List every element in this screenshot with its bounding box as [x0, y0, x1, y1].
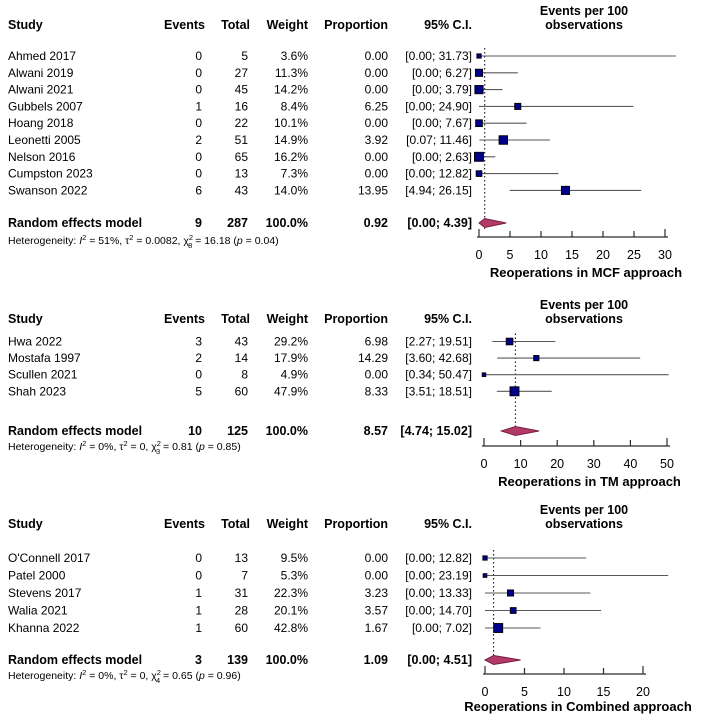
proportion-value: 1.67	[364, 621, 388, 635]
events-value: 1	[195, 621, 202, 635]
total-value: 27	[234, 65, 248, 80]
effect-square	[494, 624, 503, 633]
study-label: Cumpston 2023	[8, 166, 93, 181]
ci-value: [0.07; 11.46]	[406, 133, 472, 147]
total-value: 65	[234, 149, 248, 164]
effect-square	[510, 387, 519, 396]
study-label: Stevens 2017	[8, 586, 82, 600]
x-tick-label: 50	[660, 457, 674, 471]
weight-value: 22.3%	[273, 586, 308, 600]
study-label: Hwa 2022	[8, 334, 63, 349]
summary-proportion: 0.92	[363, 216, 388, 230]
weight-value: 11.3%	[274, 65, 308, 80]
heterogeneity-text: Heterogeneity: $I^2 = 0\%$, $\tau^2 = 0$, $\chi^2$ 4 = 0.65 (p = 0.96)	[8, 668, 241, 685]
summary-ci: [0.00; 4.39]	[407, 216, 472, 230]
summary-total: 139	[227, 653, 248, 667]
study-label: Patel 2000	[8, 568, 66, 583]
proportion-value: 0.00	[364, 149, 388, 164]
x-tick-label: 5	[521, 685, 528, 699]
summary-weight: 100.0%	[265, 424, 308, 438]
col-header-ci: 95% C.I.	[424, 517, 472, 531]
ci-value: [0.00; 31.73]	[405, 49, 472, 63]
weight-value: 16.2%	[273, 149, 308, 164]
events-value: 1	[195, 586, 202, 600]
study-label: Alwani 2019	[8, 65, 74, 80]
events-value: 0	[195, 568, 202, 583]
study-label: Swanson 2022	[8, 183, 88, 198]
weight-value: 7.3%	[280, 166, 308, 181]
ci-value: [3.51; 18.51]	[405, 384, 472, 399]
proportion-value: 3.23	[364, 586, 388, 600]
summary-weight: 100.0%	[265, 653, 308, 667]
study-label: Nelson 2016	[8, 149, 76, 164]
events-value: 1	[195, 603, 202, 618]
effect-measure-header-line1: Events per 100	[539, 298, 629, 312]
x-tick-label: 40	[623, 457, 638, 471]
x-tick-label: 10	[513, 457, 528, 471]
effect-measure-header-line1: Events per 100	[539, 503, 629, 517]
col-header-proportion: Proportion	[324, 312, 388, 326]
total-value: 45	[234, 82, 248, 97]
x-tick-label: 20	[550, 457, 565, 471]
total-value: 60	[234, 621, 248, 635]
effect-measure-header-line1: Events per 100	[539, 4, 629, 18]
proportion-value: 3.92	[364, 133, 388, 147]
effect-square	[477, 54, 481, 58]
effect-square	[475, 69, 482, 76]
proportion-value: 6.98	[364, 334, 388, 349]
total-value: 14	[234, 351, 248, 366]
summary-proportion: 1.09	[363, 653, 388, 667]
events-value: 0	[195, 367, 202, 382]
events-value: 0	[195, 551, 202, 565]
weight-value: 14.9%	[273, 133, 308, 147]
proportion-value: 13.95	[357, 183, 388, 198]
x-tick-label: 0	[475, 248, 483, 262]
effect-square	[561, 186, 569, 194]
effect-square	[475, 85, 483, 93]
col-header-proportion: Proportion	[324, 18, 388, 32]
total-value: 28	[234, 603, 248, 618]
forest-panel-tm	[0, 293, 702, 490]
heterogeneity-text: Heterogeneity: $I^2 = 51\%$, $\tau^2 = 0.0082$, $\chi^2$ 8 = 16.18 (p = 0.04)	[8, 233, 279, 250]
summary-ci: [0.00; 4.51]	[407, 653, 472, 667]
x-tick-label: 25	[627, 248, 641, 262]
x-tick-label: 0	[480, 457, 488, 471]
proportion-value: 14.29	[357, 351, 388, 366]
col-header-events: Events	[164, 312, 205, 326]
weight-value: 14.2%	[273, 82, 308, 97]
effect-square	[476, 171, 482, 177]
events-value: 0	[195, 116, 202, 131]
x-axis-title: Reoperations in Combined approach	[464, 699, 692, 714]
events-value: 0	[195, 65, 202, 80]
study-label: Gubbels 2007	[8, 99, 83, 114]
events-value: 5	[195, 384, 202, 399]
effect-measure-header-line2: observations	[545, 18, 623, 32]
summary-diamond	[501, 427, 539, 436]
events-value: 0	[195, 166, 202, 181]
x-axis-title: Reoperations in MCF approach	[489, 265, 683, 280]
events-value: 2	[195, 133, 202, 147]
weight-value: 5.3%	[280, 568, 308, 583]
forest-panel-mcf	[0, 0, 702, 293]
summary-ci: [4.74; 15.02]	[400, 424, 472, 438]
ci-value: [0.00; 2.63]	[411, 149, 472, 164]
col-header-events: Events	[164, 517, 205, 531]
total-value: 51	[234, 133, 248, 147]
summary-proportion: 8.57	[363, 424, 388, 438]
events-value: 3	[195, 334, 202, 349]
col-header-study: Study	[8, 18, 43, 32]
col-header-total: Total	[221, 18, 250, 32]
effect-square	[510, 608, 516, 614]
study-label: Shah 2023	[8, 384, 67, 399]
col-header-total: Total	[221, 517, 250, 531]
x-tick-label: 5	[506, 248, 514, 262]
effect-square	[475, 152, 484, 161]
total-value: 13	[234, 551, 248, 565]
ci-value: [0.00; 14.70]	[405, 603, 472, 618]
x-axis-title: Reoperations in TM approach	[498, 474, 681, 489]
x-tick-label: 20	[636, 685, 650, 699]
proportion-value: 6.25	[364, 99, 388, 114]
col-header-weight: Weight	[266, 18, 308, 32]
summary-label: Random effects model	[8, 424, 143, 438]
proportion-value: 0.00	[364, 116, 388, 131]
heterogeneity-text: Heterogeneity: $I^2 = 0\%$, $\tau^2 = 0$, $\chi^2$ 3 = 0.81 (p = 0.85)	[8, 439, 241, 456]
events-value: 0	[195, 149, 202, 164]
study-label: Hoang 2018	[8, 116, 74, 131]
ci-value: [0.00; 23.19]	[405, 568, 472, 583]
events-value: 2	[195, 351, 202, 366]
events-value: 6	[195, 183, 202, 198]
events-value: 1	[195, 99, 202, 114]
weight-value: 47.9%	[273, 384, 308, 399]
summary-label: Random effects model	[8, 216, 143, 230]
proportion-value: 0.00	[364, 568, 388, 583]
total-value: 16	[234, 99, 248, 114]
effect-square	[534, 355, 539, 360]
weight-value: 14.0%	[273, 183, 308, 198]
weight-value: 17.9%	[273, 351, 308, 366]
summary-weight: 100.0%	[265, 216, 308, 230]
x-tick-label: 15	[596, 685, 611, 699]
weight-value: 4.9%	[280, 367, 308, 382]
total-value: 5	[241, 49, 248, 63]
x-tick-label: 10	[557, 685, 571, 699]
weight-value: 9.5%	[280, 551, 308, 565]
effect-square	[499, 136, 508, 145]
col-header-study: Study	[8, 312, 43, 326]
study-label: O'Connell 2017	[8, 551, 91, 565]
col-header-proportion: Proportion	[324, 517, 388, 531]
summary-total: 125	[227, 424, 248, 438]
ci-value: [0.00; 6.27]	[411, 65, 472, 80]
x-tick-label: 10	[534, 248, 548, 262]
summary-events: 9	[195, 216, 202, 230]
effect-square	[483, 574, 487, 578]
total-value: 31	[234, 586, 248, 600]
events-value: 0	[195, 82, 202, 97]
x-tick-label: 15	[565, 248, 579, 262]
total-value: 43	[234, 334, 248, 349]
ci-value: [0.00; 7.67]	[411, 116, 472, 131]
proportion-value: 0.00	[364, 367, 388, 382]
col-header-weight: Weight	[266, 517, 308, 531]
total-value: 22	[234, 116, 248, 131]
col-header-ci: 95% C.I.	[424, 312, 472, 326]
x-tick-label: 0	[481, 685, 489, 699]
summary-events: 10	[188, 424, 202, 438]
forest-panel-combined	[0, 490, 702, 719]
study-label: Leonetti 2005	[8, 133, 81, 147]
weight-value: 29.2%	[273, 334, 308, 349]
col-header-ci: 95% C.I.	[424, 18, 472, 32]
events-value: 0	[195, 49, 202, 63]
effect-square	[483, 556, 487, 560]
x-tick-label: 30	[586, 457, 601, 471]
proportion-value: 8.33	[364, 384, 388, 399]
ci-value: [4.94; 26.15]	[405, 183, 472, 198]
ci-value: [0.00; 13.33]	[405, 586, 472, 600]
weight-value: 42.8%	[273, 621, 308, 635]
ci-value: [0.34; 50.47]	[405, 367, 472, 382]
study-label: Khanna 2022	[8, 621, 80, 635]
proportion-value: 3.57	[364, 603, 388, 618]
col-header-study: Study	[8, 517, 43, 531]
study-label: Walia 2021	[8, 603, 68, 618]
col-header-total: Total	[221, 312, 250, 326]
effect-measure-header-line2: observations	[545, 517, 623, 531]
effect-square	[515, 103, 521, 109]
x-tick-label: 20	[596, 248, 610, 262]
effect-square	[507, 590, 513, 596]
total-value: 8	[241, 367, 248, 382]
summary-diamond	[485, 656, 521, 665]
effect-square	[476, 120, 483, 127]
proportion-value: 0.00	[364, 65, 388, 80]
total-value: 60	[234, 384, 248, 399]
col-header-weight: Weight	[266, 312, 308, 326]
effect-square	[506, 338, 513, 345]
effect-square	[482, 373, 486, 377]
ci-value: [0.00; 12.82]	[405, 551, 472, 565]
total-value: 7	[241, 568, 248, 583]
proportion-value: 0.00	[364, 49, 388, 63]
ci-value: [0.00; 12.82]	[405, 166, 472, 181]
summary-events: 3	[195, 653, 202, 667]
study-label: Mostafa 1997	[8, 351, 81, 366]
ci-value: [2.27; 19.51]	[405, 334, 472, 349]
proportion-value: 0.00	[364, 82, 388, 97]
proportion-value: 0.00	[364, 166, 388, 181]
summary-total: 287	[227, 216, 248, 230]
study-label: Ahmed 2017	[8, 49, 77, 63]
ci-value: [0.00; 7.02]	[411, 621, 472, 635]
total-value: 43	[234, 183, 248, 198]
ci-value: [0.00; 3.79]	[411, 82, 472, 97]
proportion-value: 0.00	[364, 551, 388, 565]
total-value: 13	[234, 166, 248, 181]
x-tick-label: 30	[658, 248, 672, 262]
summary-label: Random effects model	[8, 653, 143, 667]
ci-value: [0.00; 24.90]	[405, 99, 472, 114]
weight-value: 20.1%	[273, 603, 308, 618]
ci-value: [3.60; 42.68]	[405, 351, 472, 366]
effect-measure-header-line2: observations	[545, 312, 623, 326]
weight-value: 8.4%	[280, 99, 308, 114]
weight-value: 10.1%	[273, 116, 308, 131]
summary-diamond	[479, 219, 506, 228]
weight-value: 3.6%	[280, 49, 308, 63]
study-label: Scullen 2021	[8, 367, 78, 382]
study-label: Alwani 2021	[8, 82, 74, 97]
col-header-events: Events	[164, 18, 205, 32]
